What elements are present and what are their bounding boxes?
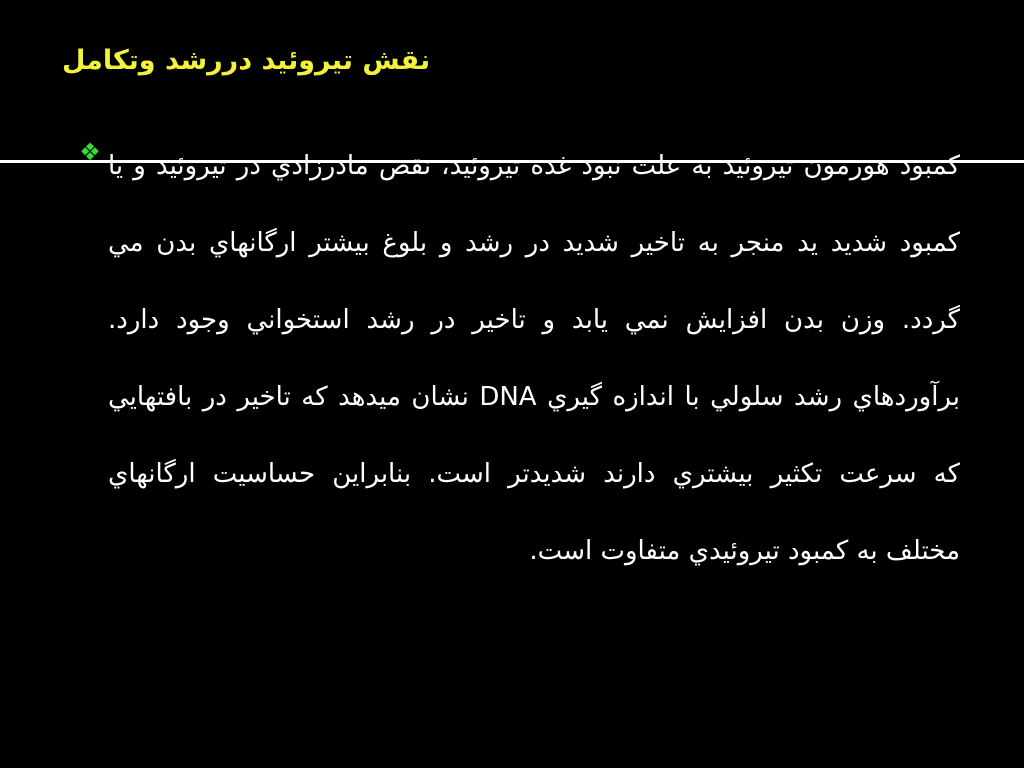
bullet-text: كمبود هورمون تيروئيد به علت نبود غده تيروئيد، نقص مادرزادي در تيروئيد و يا كمبود شديد يد منجر به تاخير شديد در رشد و بلوغ بيشتر ارگانهاي بدن مي گردد. وزن بدن افزايش نمي يابد و تاخير در رشد استخواني وجود دارد. برآوردهاي رشد سلولي با اندازه گيري DNA نشان ميدهد كه تاخير در بافتهايي كه سرعت تكثير بيشتري دارند شديدتر است. بنابراين حساسيت ارگانهاي مختلف به كمبود تيروئيدي متفاوت است. bbox=[108, 151, 960, 566]
diamond-bullet-icon: ❖ bbox=[79, 138, 101, 166]
slide-title: نقش تيروئيد دررشد وتكامل bbox=[62, 45, 431, 76]
